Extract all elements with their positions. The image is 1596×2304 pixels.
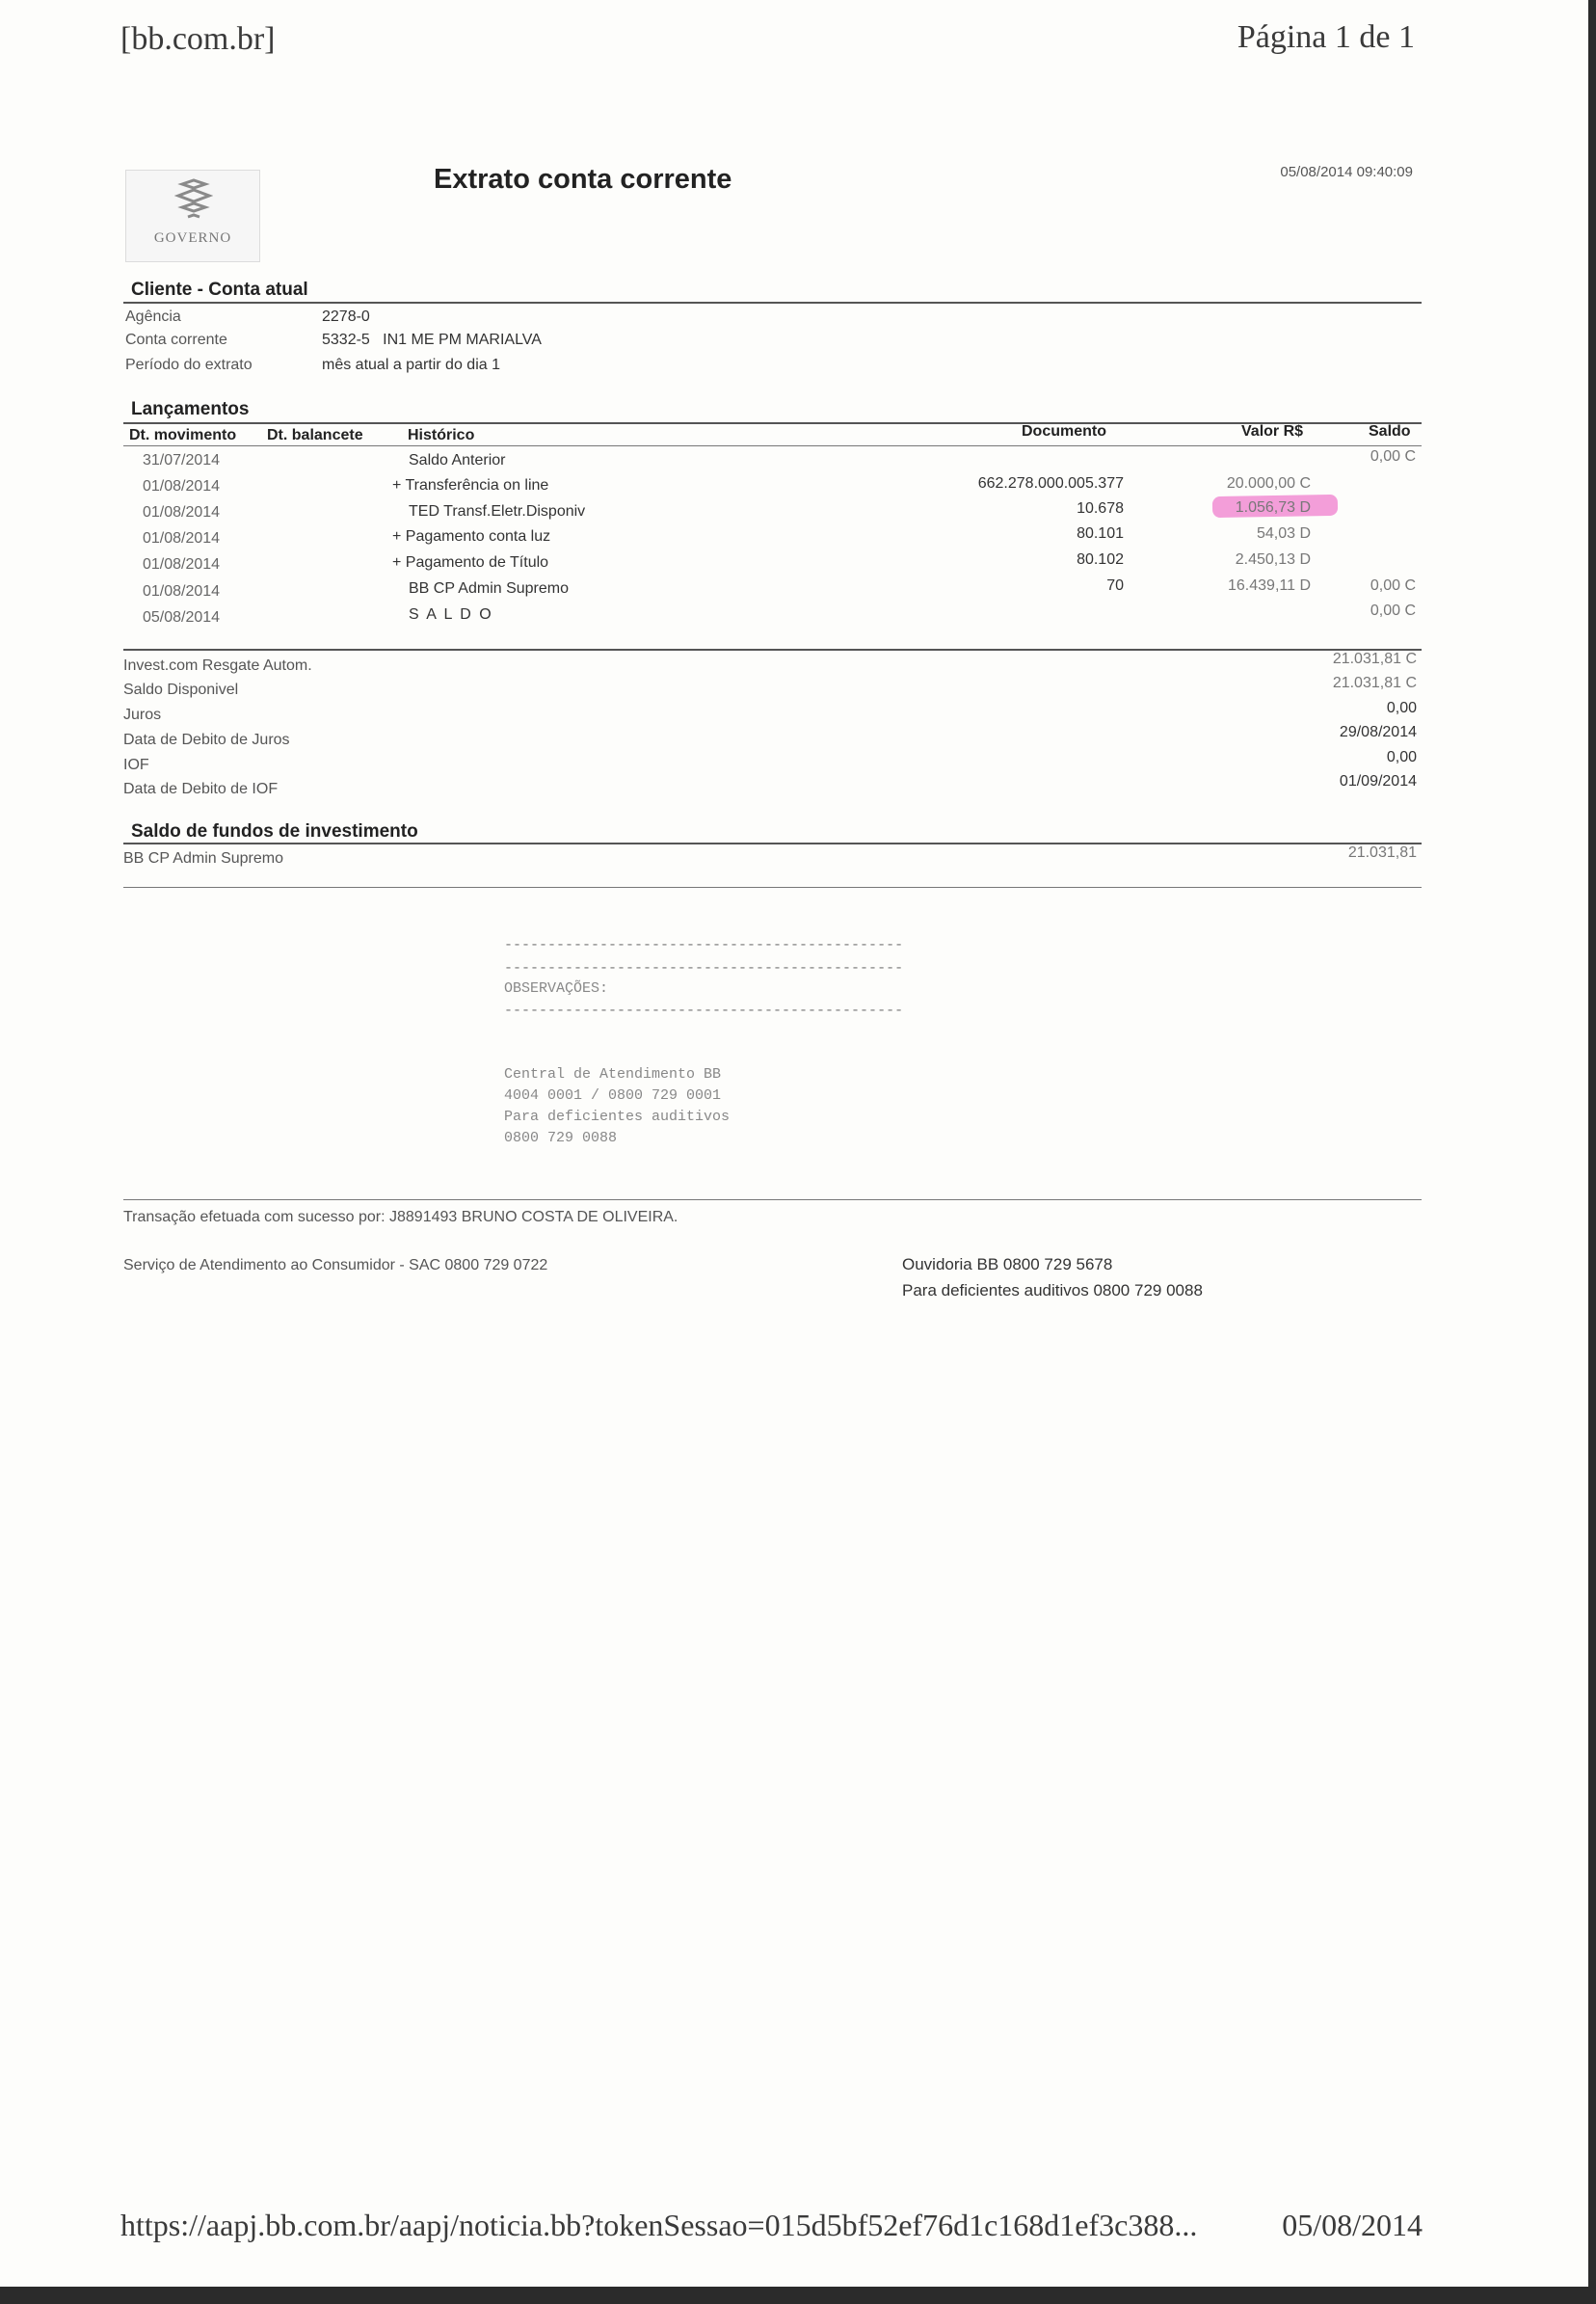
summary-label: Invest.com Resgate Autom. bbox=[123, 657, 312, 674]
row-valor: 2.450,13 D bbox=[1235, 551, 1311, 568]
central-phones: 4004 0001 / 0800 729 0001 bbox=[504, 1087, 722, 1104]
row-documento: 10.678 bbox=[1077, 500, 1124, 517]
summary-label: IOF bbox=[123, 757, 149, 773]
conta-value: 5332-5 IN1 ME PM MARIALVA bbox=[322, 332, 542, 348]
bank-logo bbox=[125, 170, 260, 262]
deficientes-title: Para deficientes auditivos bbox=[504, 1109, 731, 1125]
row-historico: TED Transf.Eletr.Disponiv bbox=[409, 503, 586, 520]
dashed-line: ---------------------------------------------- bbox=[504, 960, 904, 977]
row-saldo: 0,00 C bbox=[1370, 577, 1416, 594]
document-timestamp: 05/08/2014 09:40:09 bbox=[1280, 164, 1413, 180]
transacao-text: Transação efetuada com sucesso por: J8891493 BRUNO COSTA DE OLIVEIRA. bbox=[123, 1209, 678, 1225]
conta-label: Conta corrente bbox=[125, 332, 227, 348]
col-historico: Histórico bbox=[408, 427, 475, 443]
row-date: 05/08/2014 bbox=[143, 609, 221, 626]
col-dt-movimento: Dt. movimento bbox=[129, 427, 237, 443]
fundo-value: 21.031,81 bbox=[1347, 844, 1417, 861]
col-valor: Valor R$ bbox=[1241, 423, 1304, 440]
divider bbox=[123, 887, 1422, 888]
periodo-label: Período do extrato bbox=[125, 357, 253, 373]
logo-caption: GOVERNO bbox=[153, 230, 232, 246]
row-valor: 54,03 D bbox=[1256, 525, 1311, 542]
row-documento: 80.101 bbox=[1077, 525, 1124, 542]
print-header-site: [bb.com.br] bbox=[120, 21, 276, 57]
col-saldo: Saldo bbox=[1369, 423, 1411, 440]
row-historico: Saldo Anterior bbox=[409, 452, 506, 469]
row-documento: 70 bbox=[1106, 577, 1124, 594]
scan-edge-bottom bbox=[0, 2287, 1596, 2304]
row-documento: 662.278.000.005.377 bbox=[977, 475, 1124, 492]
row-date: 01/08/2014 bbox=[143, 556, 221, 573]
summary-label: Saldo Disponivel bbox=[123, 682, 239, 698]
periodo-value: mês atual a partir do dia 1 bbox=[322, 357, 500, 373]
row-historico: BB CP Admin Supremo bbox=[409, 580, 570, 597]
row-date: 01/08/2014 bbox=[143, 504, 221, 521]
divider bbox=[123, 843, 1422, 844]
section-fundos-title: Saldo de fundos de investimento bbox=[131, 821, 418, 842]
col-dt-balancete: Dt. balancete bbox=[267, 427, 363, 443]
document-title: Extrato conta corrente bbox=[434, 164, 732, 195]
row-date: 01/08/2014 bbox=[143, 530, 221, 547]
summary-label: Juros bbox=[123, 707, 162, 723]
summary-value: 21.031,81 C bbox=[1332, 675, 1417, 691]
row-valor: 20.000,00 C bbox=[1226, 475, 1311, 492]
section-cliente-title: Cliente - Conta atual bbox=[131, 280, 308, 300]
print-footer-date: 05/08/2014 bbox=[1282, 2208, 1423, 2242]
divider bbox=[123, 445, 1422, 446]
row-date: 01/08/2014 bbox=[143, 478, 221, 495]
observacoes-label: OBSERVAÇÕES: bbox=[504, 980, 609, 997]
deficientes-phone: 0800 729 0088 bbox=[504, 1130, 618, 1146]
summary-label: Data de Debito de Juros bbox=[123, 732, 290, 748]
divider bbox=[123, 302, 1422, 304]
ouvidoria-text: Ouvidoria BB 0800 729 5678 bbox=[902, 1255, 1113, 1273]
row-date: 31/07/2014 bbox=[143, 452, 221, 469]
sac-text: Serviço de Atendimento ao Consumidor - SAC 0800 729 0722 bbox=[123, 1257, 548, 1273]
central-title: Central de Atendimento BB bbox=[504, 1066, 722, 1083]
summary-value: 01/09/2014 bbox=[1339, 773, 1417, 790]
summary-value: 0,00 bbox=[1386, 700, 1417, 716]
row-date: 01/08/2014 bbox=[143, 583, 221, 600]
print-footer-url: https://aapj.bb.com.br/aapj/noticia.bb?tokenSessao=015d5bf52ef76d1c168d1ef3c388... bbox=[120, 2208, 1198, 2242]
agencia-label: Agência bbox=[125, 308, 181, 325]
summary-value: 29/08/2014 bbox=[1339, 724, 1417, 740]
row-valor: 1.056,73 D bbox=[1235, 499, 1311, 516]
dashed-line: ---------------------------------------------- bbox=[504, 937, 904, 953]
divider bbox=[123, 422, 1422, 424]
row-historico: + Pagamento de Título bbox=[392, 554, 549, 571]
row-valor: 16.439,11 D bbox=[1228, 577, 1311, 594]
row-saldo: 0,00 C bbox=[1370, 603, 1416, 619]
section-lancamentos-title: Lançamentos bbox=[131, 399, 250, 419]
row-historico: + Transferência on line bbox=[392, 477, 549, 494]
summary-label: Data de Debito de IOF bbox=[123, 781, 279, 797]
divider bbox=[123, 1199, 1422, 1200]
col-documento: Documento bbox=[1022, 423, 1106, 440]
row-documento: 80.102 bbox=[1077, 551, 1124, 568]
agencia-value: 2278-0 bbox=[322, 308, 370, 325]
bb-logo-icon bbox=[174, 178, 213, 223]
divider bbox=[123, 649, 1422, 651]
dashed-line: ---------------------------------------------- bbox=[504, 1003, 904, 1019]
row-saldo: 0,00 C bbox=[1370, 448, 1416, 465]
row-historico: S A L D O bbox=[409, 606, 493, 623]
summary-value: 21.031,81 C bbox=[1332, 651, 1417, 667]
deficientes-text: Para deficientes auditivos 0800 729 0088 bbox=[902, 1281, 1203, 1299]
print-header-page: Página 1 de 1 bbox=[1237, 19, 1415, 55]
row-historico: + Pagamento conta luz bbox=[392, 528, 551, 545]
summary-value: 0,00 bbox=[1386, 749, 1417, 765]
scan-edge-right bbox=[1588, 0, 1596, 2304]
fundo-label: BB CP Admin Supremo bbox=[123, 850, 284, 867]
